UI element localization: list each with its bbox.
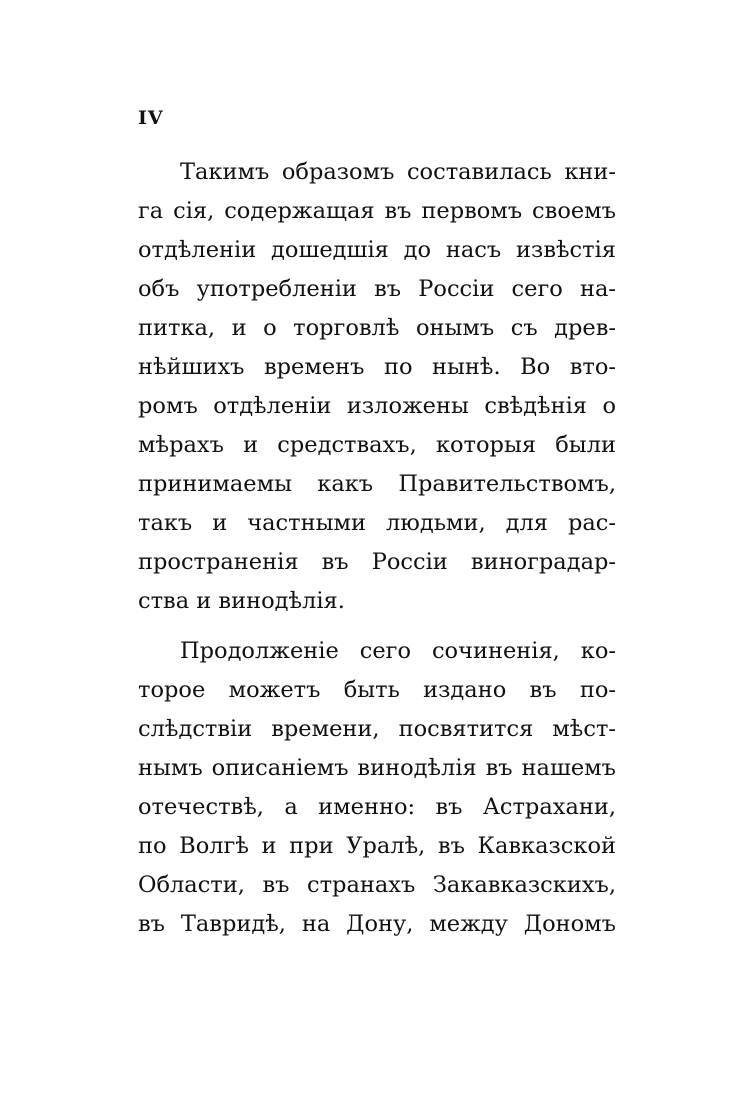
paragraph-1 bbox=[138, 153, 616, 621]
text-line: слѣдствіи времени, посвятится мѣст- bbox=[138, 716, 616, 742]
text-line: мѣрахъ и средствахъ, которыя были bbox=[138, 432, 616, 458]
text-line: Такимъ образомъ составилась кни- bbox=[180, 159, 616, 185]
text-line: нѣйшихъ временъ по нынѣ. Во вто- bbox=[138, 354, 616, 380]
text-line: ства и винодѣлія. bbox=[138, 588, 345, 614]
text-line: объ употребленіи въ Россіи сего на- bbox=[138, 276, 616, 302]
text-line: Продолженіе сего сочиненія, ко- bbox=[180, 638, 616, 664]
text-line: по Волгѣ и при Уралѣ, въ Кавказской bbox=[138, 833, 616, 859]
paragraph-2 bbox=[138, 632, 616, 944]
text-line: торое можетъ быть издано въ по- bbox=[138, 677, 616, 703]
text-line: отдѣленіи дошедшія до насъ извѣстія bbox=[138, 237, 616, 263]
text-line: пространенія въ Россіи виноградар- bbox=[138, 549, 616, 575]
text-line: Области, въ странахъ Закавказскихъ, bbox=[138, 872, 616, 898]
page-number: IV bbox=[138, 107, 164, 129]
text-line: питка, и о торговлѣ онымъ съ древ- bbox=[138, 315, 616, 341]
text-line: принимаемы какъ Правительствомъ, bbox=[138, 471, 616, 497]
text-line: такъ и частными людьми, для рас- bbox=[138, 510, 616, 536]
text-line: ромъ отдѣленіи изложены свѣдѣнія о bbox=[138, 393, 616, 419]
text-line: га сія, содержащая въ первомъ своемъ bbox=[138, 198, 616, 224]
text-line: нымъ описаніемъ винодѣлія въ нашемъ bbox=[138, 755, 616, 781]
text-line: отечествѣ, а именно: въ Астрахани, bbox=[138, 794, 616, 820]
text-line: въ Тавридѣ, на Дону, между Дономъ bbox=[138, 911, 616, 937]
